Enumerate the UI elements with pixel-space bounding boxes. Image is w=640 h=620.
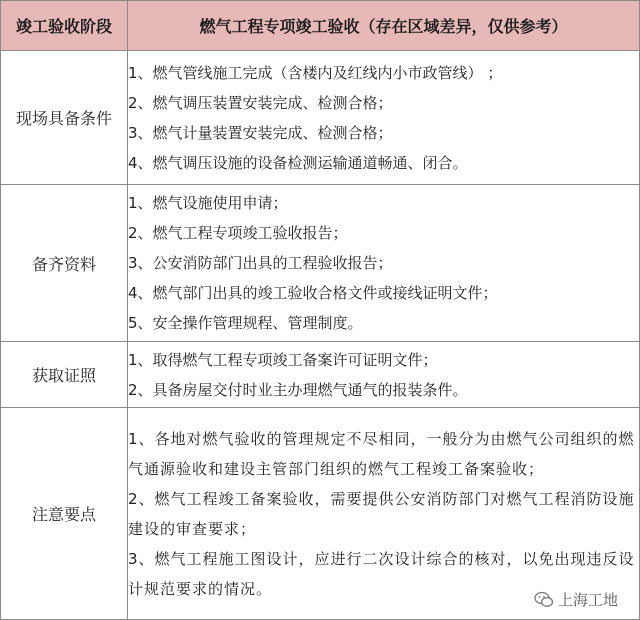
table-row — [1, 408, 640, 620]
stage-column-header: 竣工验收阶段 — [1, 1, 128, 51]
watermark-text: 上海工地 — [557, 591, 618, 609]
note-paragraph: 1、各地对燃气验收的管理规定不尽相同，一般分为由燃气公司组织的燃气通源验收和建设主管部门组织的燃气工程竣工备案验收； — [128, 429, 635, 478]
stage-cell: 现场具备条件 — [1, 51, 128, 185]
list-item: 4、燃气部门出具的竣工验收合格文件或接线证明文件； — [128, 284, 498, 302]
stage-cell: 备齐资料 — [1, 185, 128, 342]
detail-cell — [128, 342, 640, 408]
list-item: 5、安全操作管理规程、管理制度。 — [128, 314, 363, 332]
detail-column-header: 燃气工程专项竣工验收（存在区域差异，仅供参考） — [128, 1, 640, 51]
list-item: 3、燃气计量装置安装完成、检测合格； — [128, 123, 393, 142]
watermark — [534, 589, 618, 610]
list-item: 1、取得燃气工程专项竣工备案许可证明文件； — [128, 350, 438, 369]
stage-cell: 获取证照 — [1, 342, 128, 408]
table-row — [1, 185, 640, 342]
list-item: 1、燃气设施使用申请； — [128, 194, 288, 212]
table-row — [1, 51, 640, 185]
table-row — [1, 342, 640, 408]
list-item: 1、燃气管线施工完成（含楼内及红线内小市政管线） ； — [128, 63, 503, 82]
list-item: 3、公安消防部门出具的工程验收报告； — [128, 254, 393, 272]
stage-cell: 注意要点 — [1, 408, 128, 620]
note-paragraph: 2、燃气工程竣工备案验收，需要提供公安消防部门对燃气工程消防设施建设的审查要求； — [128, 489, 635, 538]
list-item: 2、具备房屋交付时业主办理燃气通气的报装条件。 — [128, 380, 468, 399]
detail-cell — [128, 51, 640, 185]
list-item: 4、燃气调压设施的设备检测运输通道畅通、闭合。 — [128, 153, 468, 172]
note-paragraph: 3、燃气工程施工图设计，应进行二次设计综合的核对，以免出现违反设计规范要求的情况。 — [128, 549, 635, 598]
header-row — [1, 1, 640, 51]
detail-cell — [128, 408, 640, 620]
list-item: 2、燃气工程专项竣工验收报告； — [128, 224, 348, 242]
detail-cell — [128, 185, 640, 342]
list-item: 2、燃气调压装置安装完成、检测合格； — [128, 93, 393, 112]
wechat-logo-icon — [534, 591, 554, 609]
